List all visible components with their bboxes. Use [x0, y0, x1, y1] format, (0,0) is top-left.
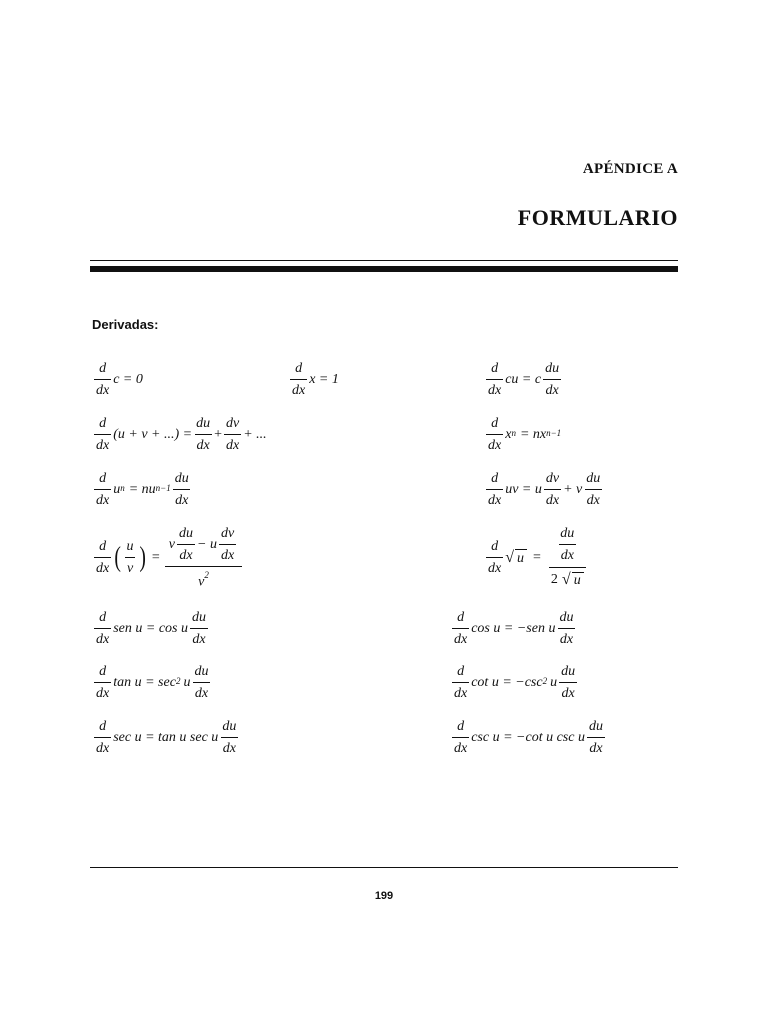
fraction-d-dx: $\frac{d}{dx}$	[488, 538, 502, 576]
fraction-dv-dx: $\frac{dv}{dx}$	[226, 416, 240, 453]
fraction-du-dx: $\frac{du}{dx}$	[194, 664, 209, 701]
fraction-d-dx: $\frac{d}{dx}$	[96, 416, 110, 453]
formula-text: cu = c	[505, 372, 542, 387]
formula-quotient: $\frac{d}{dx}$ ( $\frac{u}{v}$ ) = v $\frac{du}{dx}$ − u $\frac{dv}{dx}$ $v^2$	[92, 527, 242, 590]
formula-text: x	[505, 427, 512, 442]
fraction-du-dx: $\frac{du}{dx}$	[560, 526, 575, 563]
formula-derivative-csc	[450, 720, 607, 756]
fraction-du-dx: $\frac{du}{dx}$	[192, 610, 206, 647]
fraction-d-dx: $\frac{d}{dx}$	[454, 719, 468, 756]
fraction-du-dx: $\frac{du}{dx}$	[588, 719, 603, 756]
formula-derivative-sec	[92, 720, 240, 756]
fraction-du-dx: $\frac{du}{dx}$	[196, 416, 211, 453]
fraction-u-v: $\frac{u}{v}$	[126, 539, 134, 577]
fraction-sqrt-result: $\frac{du}{dx}$ 2 √ u	[549, 527, 586, 588]
formula-text: = nx	[519, 427, 547, 442]
radical-sign: √	[561, 571, 571, 588]
fraction-du-dx: $\frac{du}{dx}$	[179, 526, 193, 563]
formula-text: cot u = −csc	[471, 675, 543, 690]
formula-text: + v	[563, 482, 583, 497]
formula-text: sec u = tan u sec u	[113, 730, 219, 745]
formula-text: u	[113, 482, 121, 497]
fraction-du-dx: $\frac{du}{dx}$	[561, 664, 576, 701]
fraction-dv-dx: $\frac{dv}{dx}$	[220, 526, 235, 563]
fraction-d-dx: $\frac{d}{dx}$	[96, 664, 110, 701]
header-rule-thick	[90, 266, 678, 272]
fraction-du-dx: $\frac{du}{dx}$	[222, 719, 237, 756]
formula-text: + ...	[243, 427, 267, 442]
fraction-du-dx: $\frac{du}{dx}$	[174, 471, 189, 508]
formula-derivative-cot: $\frac{d}{dx}$ cot u = −csc $^2$ u $\frac{du}{dx}$	[454, 664, 576, 701]
fraction-quotient-result: v $\frac{du}{dx}$ − u $\frac{dv}{dx}$ $v^2$	[167, 527, 240, 590]
fraction-du-dx: $\frac{du}{dx}$	[545, 361, 560, 398]
fraction-d-dx: $\frac{d}{dx}$	[488, 361, 502, 398]
fraction-d-dx: $\frac{d}{dx}$	[488, 416, 502, 453]
fraction-d-dx: $\frac{d}{dx}$	[454, 664, 468, 701]
fraction-d-dx: $\frac{d}{dx}$	[96, 361, 110, 398]
formula-text: x = 1	[309, 372, 339, 387]
header-rule-thin	[90, 260, 678, 261]
fraction-du-dx: $\frac{du}{dx}$	[586, 471, 601, 508]
formula-text: sen u = cos u	[113, 621, 188, 636]
formula-product	[484, 472, 604, 508]
footer-rule	[90, 867, 678, 868]
formula-constant	[92, 362, 143, 398]
fraction-d-dx: $\frac{d}{dx}$	[96, 719, 110, 756]
formula-power-u: $\frac{d}{dx}$ u $^n$ = nu $^{n-1}$ $\frac{du}{dx}$	[96, 471, 189, 508]
formula-identity	[288, 362, 339, 398]
page-title: FORMULARIO	[517, 205, 678, 230]
formula-derivative-sin	[92, 611, 210, 647]
formula-text: csc u = −cot u csc u	[471, 730, 585, 745]
fraction-d-dx: $\frac{d}{dx}$	[292, 361, 306, 398]
fraction-du-dx: $\frac{du}{dx}$	[559, 610, 574, 647]
section-heading: Derivadas:	[92, 317, 159, 332]
formula-sum: $\frac{d}{dx}$ (u + v + ...) = $\frac{du}{dx}$ + $\frac{dv}{dx}$ + ...	[96, 416, 267, 453]
formula-text: uv = u	[505, 482, 542, 497]
formula-text: cos u = −sen u	[471, 621, 556, 636]
formula-text: (u + v + ...) =	[113, 427, 193, 442]
fraction-dv-dx: $\frac{dv}{dx}$	[545, 471, 560, 508]
formula-constant-multiple	[484, 362, 563, 398]
formula-derivative-tan: $\frac{d}{dx}$ tan u = sec $^2$ u $\frac{du}{dx}$	[96, 664, 209, 701]
formula-text: c = 0	[113, 372, 143, 387]
page-number: 199	[374, 890, 394, 902]
formula-text: tan u = sec	[113, 675, 176, 690]
fraction-d-dx: $\frac{d}{dx}$	[454, 610, 468, 647]
appendix-label: APÉNDICE A	[582, 161, 678, 177]
fraction-d-dx: $\frac{d}{dx}$	[96, 471, 110, 508]
formula-text: = nu	[128, 482, 156, 497]
radical-sign: √	[505, 548, 514, 566]
formula-power-x: $\frac{d}{dx}$ x $^n$ = nx $^{n-1}$	[488, 416, 562, 453]
formula-square-root: $\frac{d}{dx}$ √ u = $\frac{du}{dx}$ 2 √ u	[484, 527, 588, 588]
formula-derivative-cos	[450, 611, 577, 647]
fraction-d-dx: $\frac{d}{dx}$	[96, 539, 110, 577]
fraction-d-dx: $\frac{d}{dx}$	[488, 471, 502, 508]
fraction-d-dx: $\frac{d}{dx}$	[96, 610, 110, 647]
